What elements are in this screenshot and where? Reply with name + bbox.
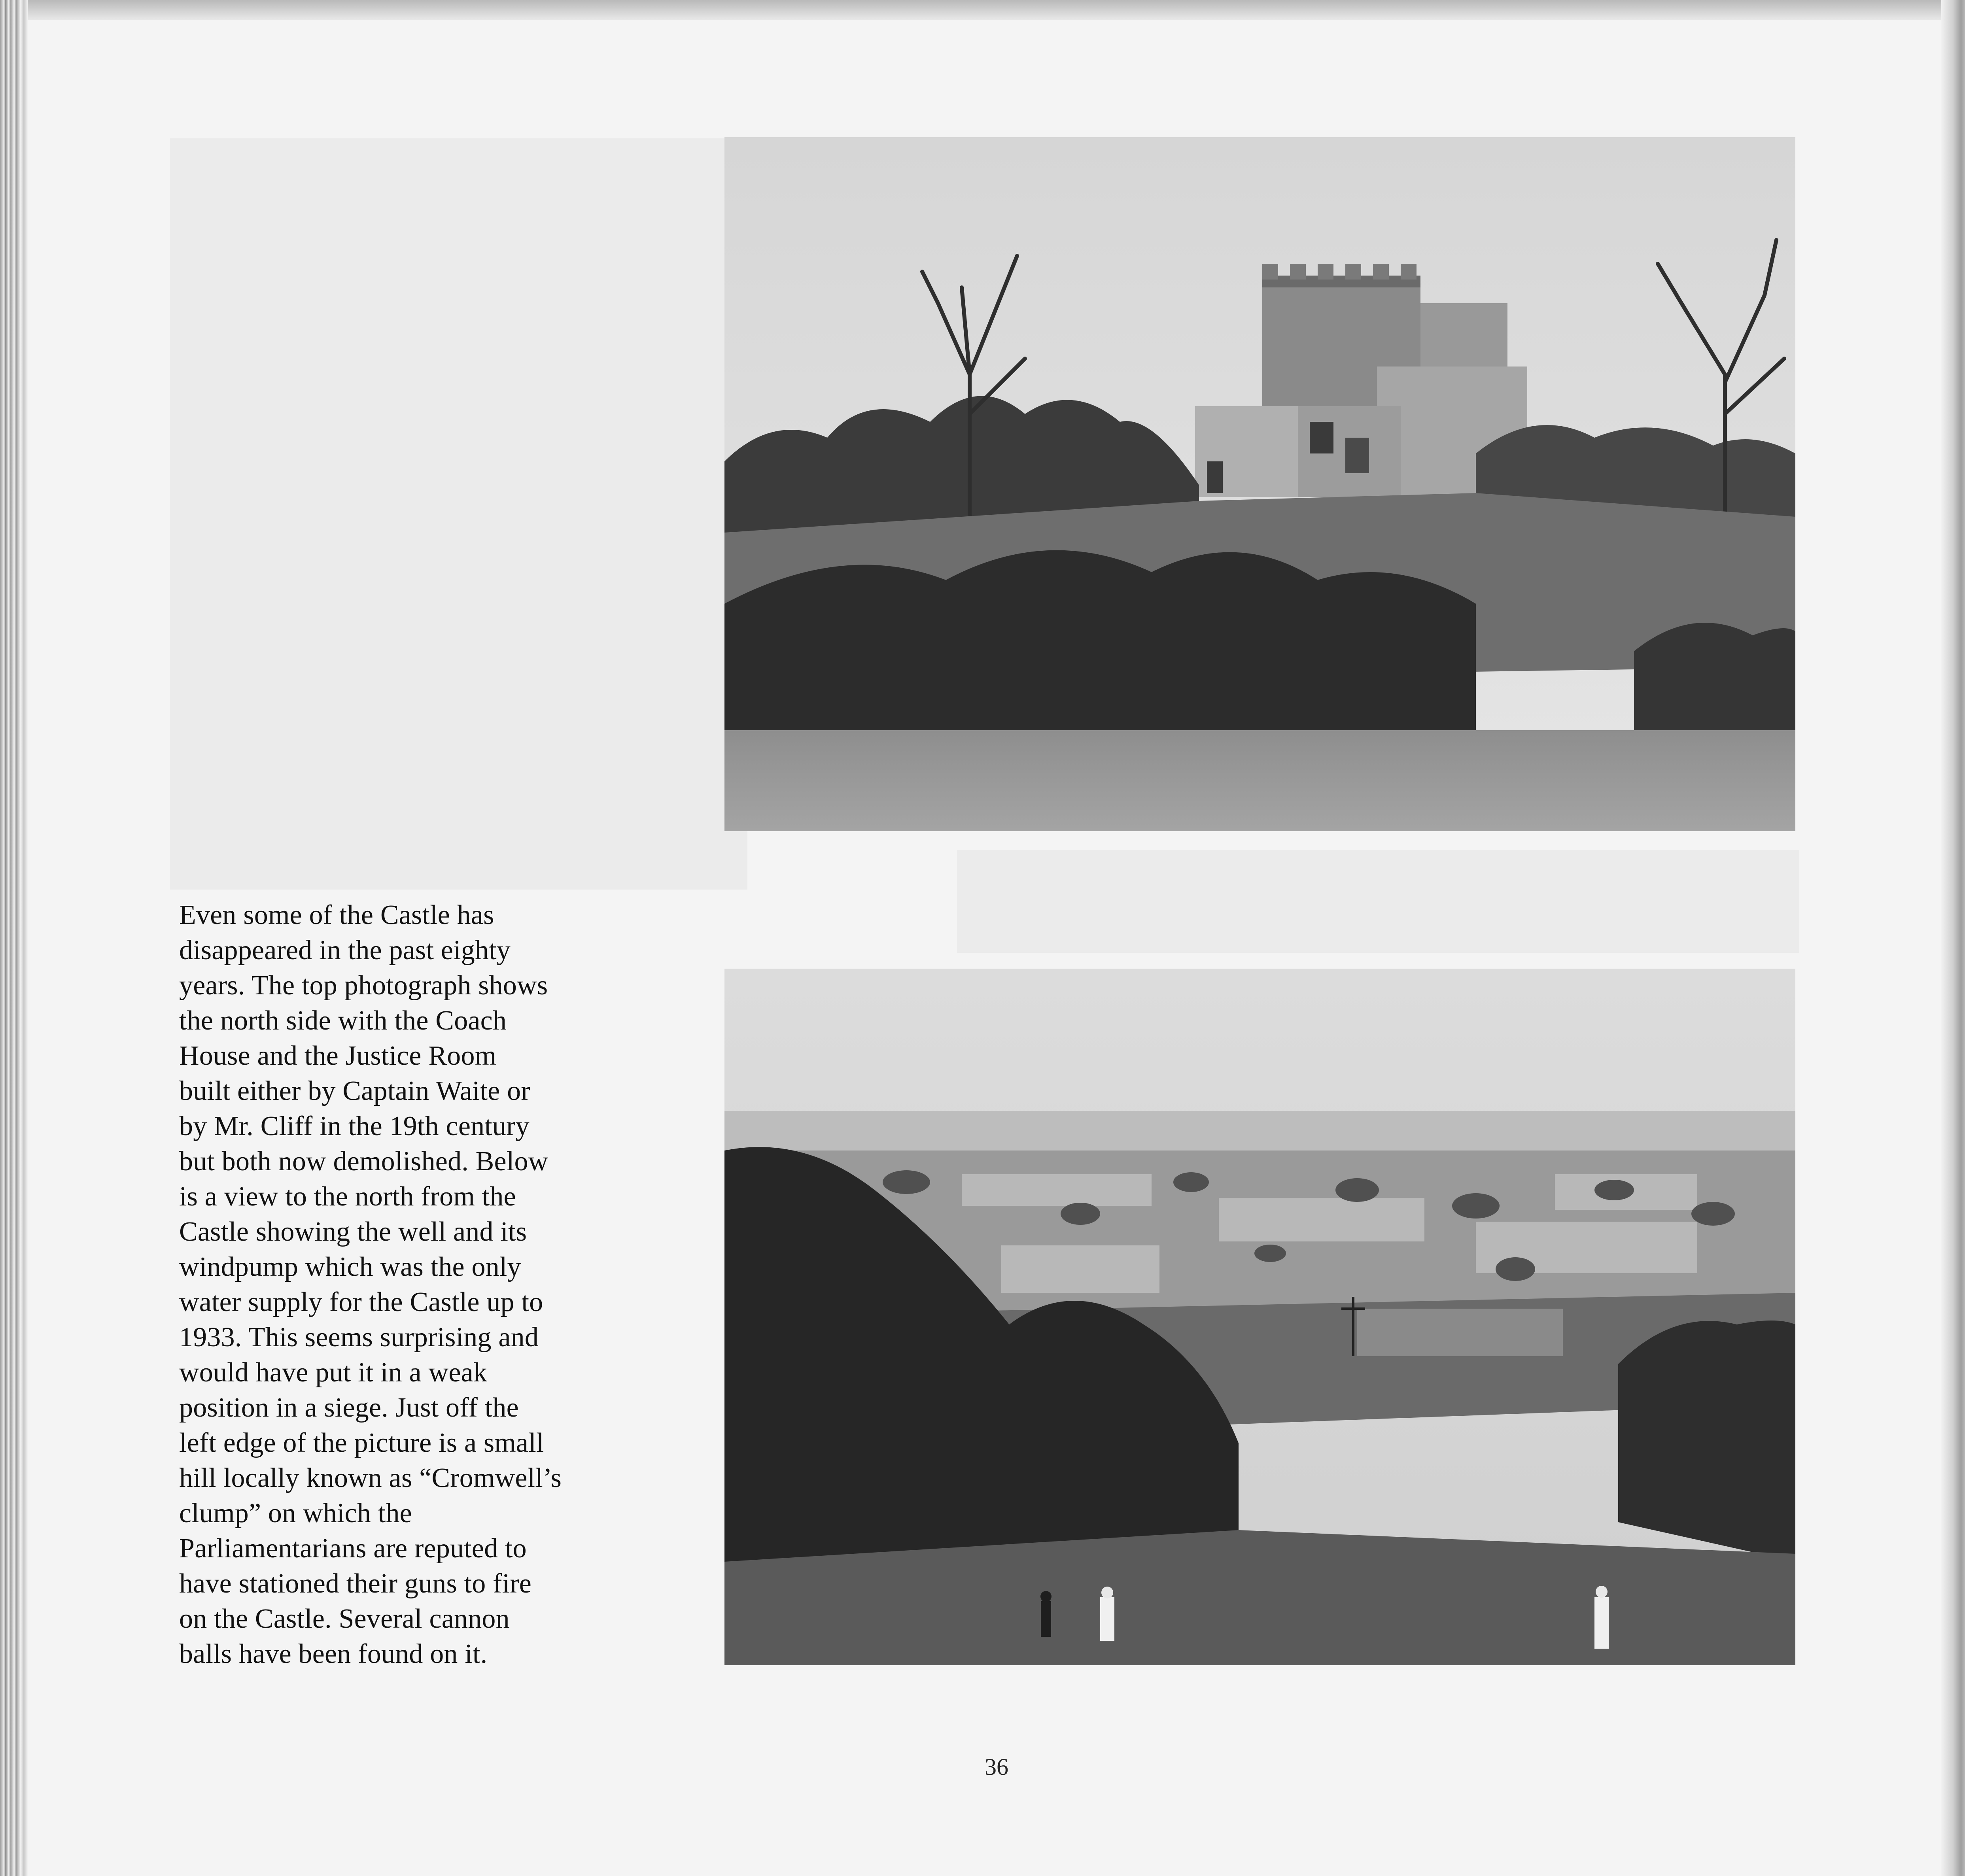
photo-view-north — [724, 969, 1795, 1665]
show-through-shadow — [170, 138, 747, 890]
castle-photo-image — [724, 137, 1795, 831]
page-number: 36 — [985, 1754, 1008, 1780]
caption-text: Even some of the Castle has disappeared in the past eighty years. The top photograph shows the north side with the Coach House and the Justice Room built either by Captain Waite or by Mr. Cliff in the 19th century but both now demolished. Below is a view to the north from the Castle showing the well and its windpump which was the only water supply for the Castle up to 1933. This seems surprising and would have put it in a weak position in a siege. Just off the left edge of the picture is a small hill locally known as “Cromwell’s clump” on which the Parliamentarians are reputed to have stationed their guns to fire on the Castle. Several cannon balls have been found on it. — [179, 900, 562, 1669]
page-right-edge — [1941, 0, 1965, 1876]
book-binding-edge — [0, 0, 28, 1876]
page — [28, 20, 1941, 1876]
photo-castle-north-side — [724, 137, 1795, 831]
landscape-photo-image — [724, 969, 1795, 1665]
show-through-shadow — [957, 850, 1799, 953]
